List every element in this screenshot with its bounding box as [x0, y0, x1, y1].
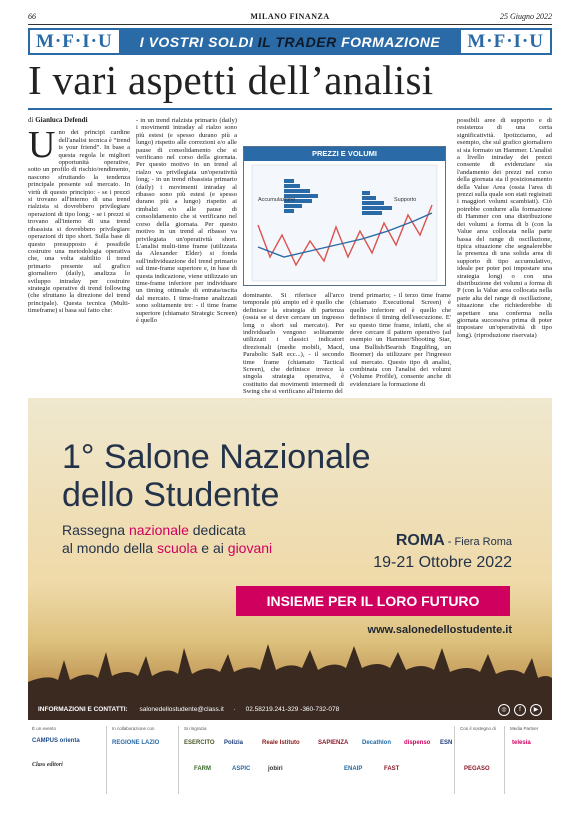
vp-bar [284, 184, 300, 188]
instagram-icon[interactable]: ◎ [498, 704, 510, 716]
partner-divider [106, 726, 107, 794]
youtube-icon[interactable]: ▶ [530, 704, 542, 716]
ad-location [396, 532, 512, 550]
logo-sapienza: SAPIENZA [318, 740, 349, 746]
ad-sub2-b: scuola [156, 540, 198, 556]
column-2-text: - in un trend rialzista primario (daily) i movimenti intraday al rialzo sono più estesi (e spesso durano più a lungo) rispetto alle correzioni e/o alle pause di consolidamento che si verificano nel corso della giornata. Per questo motivo in un trend al rialzo va privilegiata un'operatività long; - in un trend ribassista primario (daily) i movimenti intraday al ribasso sono più estesi (e spesso durano più a lungo) rispetto ai rimbalzi e/o alle pause di consolidamento che si verificano nel corso della giornata. Per questo motivo in un trend al ribasso va privilegiata un'operatività short. L'analisi multi-time frame (utilizzata da Alexander Elder) si fonda sull'individuazione del trend primario sul time-frame superiore e, in base di questa indicazione, viene utilizzato un time-frame inferiore per individuare un timing ottimale di entrata/uscita dal mercato. I time-frame analizzati sono solitamente tre: - il time frame superiore (chiamato Strategic Screen) è quello [136, 117, 237, 324]
section-title [121, 34, 460, 50]
section-b: IL TRADER [257, 33, 337, 50]
label-support: Si ringrazia [184, 726, 207, 731]
vp-bar [284, 189, 310, 193]
logo-jobiri: jobiri [268, 766, 283, 772]
logo-pegaso: PEGASO [464, 766, 490, 772]
issue-date: 25 Giugno 2022 [500, 12, 552, 21]
column-4-text: trend primario; - il terzo time frame (chiamato Executional Screen) è quello inferiore ed è quello che definisce il timing dell'esecuzione. E' su questo time frame, infatti, che si deve cercare il pattern operativo (ad esempio un Hammer/Shooting Star, una Bullish/Bearish Engulfing, un Boomer) da utilizzare per l'ingresso sul mercato. Questo tipo di analisi, combinata con l'analisi dei volumi (Volume Profile), consente anche di evidenziare la formazione di [350, 292, 451, 388]
partner-divider [454, 726, 455, 794]
ad-social-icons [498, 704, 542, 716]
drop-cap: U [28, 124, 56, 167]
ad-sub2-a: al mondo della [62, 540, 157, 556]
ad-sub1-b: nazionale [128, 522, 189, 538]
logo-class-editori: Class editori [32, 762, 63, 768]
ad-sub2-c: e ai [197, 540, 228, 556]
ad-info-label: INFORMAZIONI E CONTATTI: [38, 706, 128, 713]
byline-author: Gianluca Defendi [35, 116, 88, 124]
section-a: I VOSTRI SOLDI [139, 33, 254, 50]
article-headline: I vari aspetti dell’analisi [28, 57, 434, 103]
advertisement-salone-studente[interactable] [28, 398, 552, 720]
logo-aspic: ASPIC [232, 766, 251, 772]
article-column-4 [350, 292, 451, 389]
logo-esn: ESN [440, 740, 453, 746]
vp-bar [284, 204, 302, 208]
ad-url-link[interactable]: www.salonedellostudente.it [367, 624, 512, 636]
page-header [28, 12, 552, 24]
ad-sub2-d: giovani [227, 540, 273, 556]
ad-title-line-1: 1° Salone Nazionale [62, 438, 371, 476]
ad-sub1-a: Rassegna [62, 522, 129, 538]
label-collaboration: In collaborazione con [112, 726, 155, 731]
ad-crowd-silhouettes [28, 630, 552, 700]
column-1-text: no dei principi cardine dell'analisi tecnica è “trend is your friend”. In base a questa regola le migliori opportunità operative, sotto un profilo di rischio/rendimento, nascono sfruttando la tendenza principale presente sul mercato. In virtù di questo principio: - se i prezzi si trovano all'interno di una trend rialzista si dovrebbero privilegiare operazioni di tipo long; - se i prezzi si trovano all'interno di una trend ribassista si dovrebbero privilegiare operazioni di tipo short. Sulla base di questo presupposto è possibile costruire una metodologia operativa che, una volta stabilito il trend primario presente sul grafico giornaliero (daily), analizza lo sviluppo intraday per costruire strategie operative di trend following (che sfruttano la direzione del trend principale). Questa tecnica (Multi-timeframe) si basa sul fatto che: [28, 129, 130, 315]
logo-campus-orienta: CAMPUS orienta [32, 738, 80, 744]
vp-bar [284, 179, 294, 183]
header-rule [28, 24, 552, 25]
figure-label-left: Accumulazione [258, 197, 296, 203]
logo-enaip: ENAIP [344, 766, 363, 772]
vp-bar [362, 191, 370, 195]
article-column-5 [457, 117, 552, 389]
byline-prefix: di [28, 116, 34, 124]
article-column-3 [243, 292, 344, 396]
article-column-2 [136, 117, 237, 389]
figure-label-right: Supporto [394, 197, 417, 203]
vp-bar [362, 211, 382, 215]
ad-info-separator: · [233, 706, 236, 713]
ad-subtitle-line-2 [62, 540, 272, 556]
logo-reale-istituto: Reale Istituto [262, 740, 300, 746]
partner-divider [178, 726, 179, 794]
logo-decathlon: Decathlon [362, 740, 392, 746]
page-number: 66 [28, 12, 36, 21]
label-sponsor: Con il sostegno di [460, 726, 496, 731]
ad-cta-banner[interactable]: INSIEME PER IL LORO FUTURO [236, 586, 510, 616]
partner-logos [28, 722, 552, 802]
section-banner [28, 28, 552, 55]
logo-dispenso: dispenso [404, 740, 431, 746]
figure-illustration [244, 161, 445, 285]
label-media-partner: Media Partner [510, 726, 539, 731]
vp-bar [284, 209, 294, 213]
mfiu-logo-right: M·F·I·U [461, 30, 550, 53]
ad-title-line-2: dello Studente [62, 476, 280, 514]
ad-info-phone[interactable]: 02.58219.241-329 -360-732-078 [245, 706, 340, 713]
logo-esercito: ESERCITO [184, 740, 215, 746]
logo-polizia: Polizia [224, 740, 244, 746]
headline-rule [28, 108, 552, 110]
partner-divider [504, 726, 505, 794]
logo-fast: FAST [384, 766, 400, 772]
ad-city: ROMA [395, 532, 445, 549]
column-3-text: dominante. Si riferisce all'arco temporale più ampio ed è quello che definisce la strategia di partenza (ossia se si deve cercare un ingresso long o short sul mercato). Per individuarlo vengono solitamente utilizzati i classici indicatori direzionali (medie mobili, Macd, Parabolic SaR ecc...), - il secondo time frame (chiamato Tactical Screen), che definisce invece la singola strategia operativa, è costituito dai movimenti intermedi di Swing che si verificano all'interno del [243, 292, 344, 396]
crowd-silhouette [28, 644, 552, 700]
publication-name: MILANO FINANZA [250, 12, 330, 21]
label-event: È un evento [32, 726, 57, 731]
ad-subtitle-line-1 [62, 522, 246, 538]
ad-venue: - Fiera Roma [444, 536, 512, 548]
ad-info-email[interactable]: salonedellostudente@class.it [139, 706, 224, 713]
vp-bar [362, 196, 376, 200]
figure-prices-volumes [243, 146, 446, 286]
facebook-icon[interactable]: f [514, 704, 526, 716]
mfiu-logo-left: M·F·I·U [30, 30, 119, 53]
byline [28, 117, 130, 124]
ad-info-bar [28, 700, 552, 720]
logo-farm: FARM [194, 766, 211, 772]
vp-bar [362, 201, 384, 205]
section-c: FORMAZIONE [341, 33, 441, 50]
figure-title: PREZZI E VOLUMI [244, 147, 445, 161]
column-5-text: possibili aree di supporto e di resistenza di una certa significatività. Ipotizziamo, ad esempio, che sul grafico giornaliero si sia formato un Hammer. L'analisi a livello intraday dei prezzi consente di evidenziare sia l'andamento dei prezzi nel corso della giornata sia il posizionamento della Value Area (ossia l'area di prezzi sulla quale son stati registrati i maggiori volumi scambiati). Ciò potrebbe condurre alla formazione di Hammer con una distribuzione dei volumi a forma di b (con la Value area collocata nella parte bassa del range di oscillazione, tipica situazione che segnalerebbe la presenza di una solida area di supporto di tipo accumulativo, ideale per poter poi impostare una strategia long) o con una distribuzione dei volumi a forma di P (con la Value area collocata nella parte alta del range di oscillazione, situazione che richiederebbe di aspettare una conferma nella giornata successiva prima di poter impostare un'operatività di tipo long). (riproduzione riservata) [457, 117, 552, 339]
ad-sub1-c: dedicata [188, 522, 246, 538]
article-column-1 [28, 117, 130, 389]
logo-regione-lazio: REGIONE LAZIO [112, 740, 160, 746]
vp-bar [362, 206, 392, 210]
logo-telesia: telesia [512, 740, 531, 746]
ad-dates: 19-21 Ottobre 2022 [373, 554, 512, 571]
